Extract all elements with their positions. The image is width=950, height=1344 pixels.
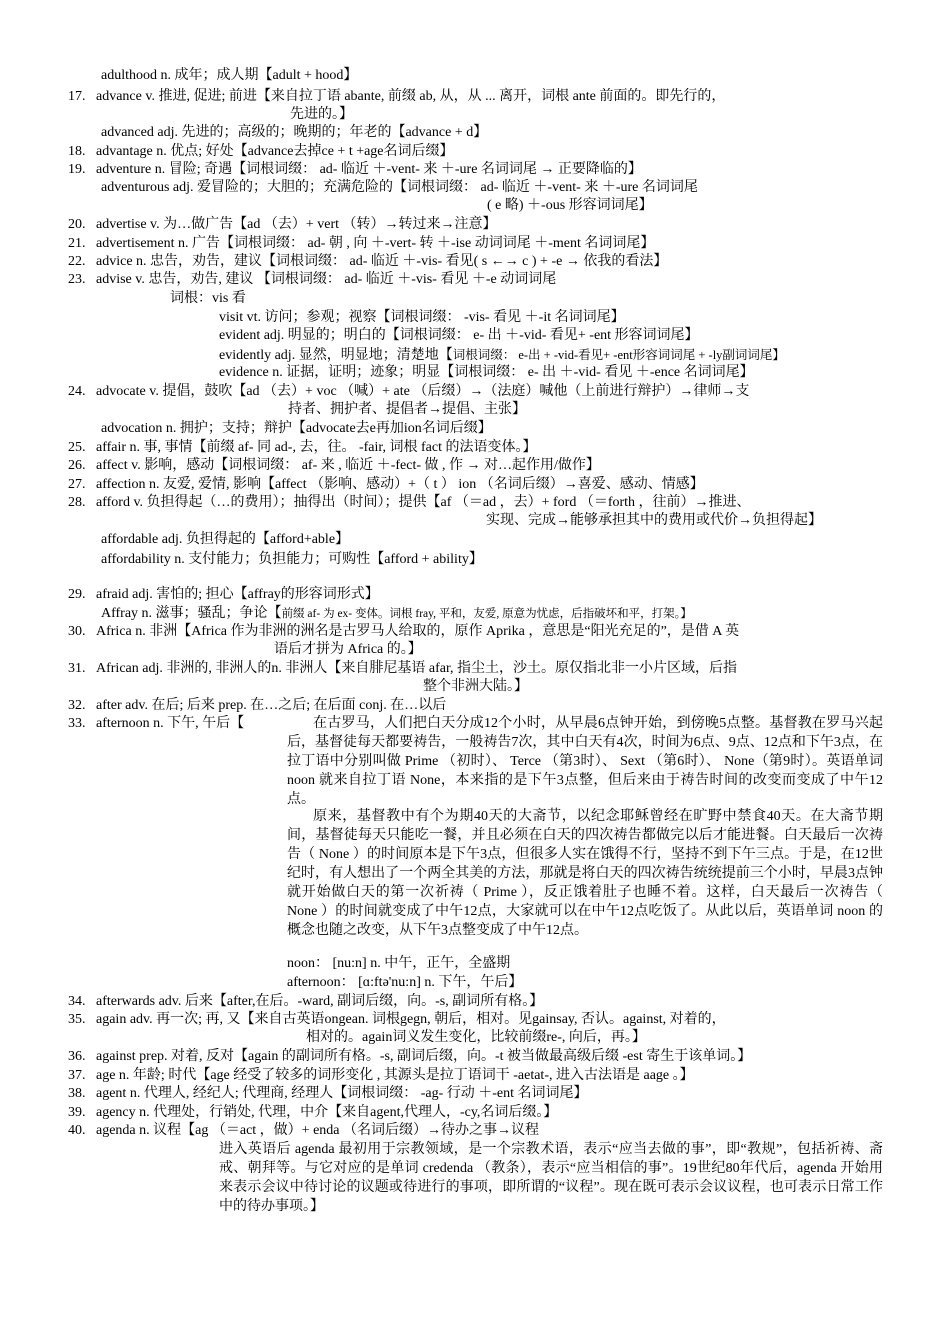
entry-afford: 28. afford v. 负担得起（…的费用）；抽得出（时间）；提供【af （＝ad ，去）+ ford （＝forth ，往前）→推进、 — [68, 495, 751, 510]
entry-affordability: affordability n. 支付能力；负担能力；可购性【afford + ability】 — [101, 552, 483, 567]
entry-agency: 39. agency n. 代理处，行销处, 代理，中介【来自agent,代理人，-cy,名词后缀。】 — [68, 1105, 558, 1120]
entry-advice: 22. advice n. 忠告，劝告，建议【词根词缀： ad- 临近 ＋-vis- 看见( s ←→ c ) + -e → 依我的看法】 — [68, 254, 668, 269]
entry-advantage: 18. advantage n. 优点; 好处【advance去掉ce + t +age名词后缀】 — [68, 144, 454, 159]
entry-visit: visit vt. 访问；参观；视察【词根词缀： -vis- 看见 ＋-it 名词词尾】 — [219, 310, 625, 325]
entry-afford-cont: 实现、完成→能够承担其中的费用或代价→负担得起】 — [486, 513, 822, 528]
entry-evident: evident adj. 明显的；明白的【词根词缀： e- 出 ＋-vid- 看见+ -ent 形容词词尾】 — [219, 328, 699, 343]
entry-advance-cont: 先进的。】 — [290, 107, 353, 122]
entry-afraid: 29. afraid adj. 害怕的; 担心【affray的形容词形式】 — [68, 587, 379, 602]
afternoon-afternoon-note: afternoon： [ɑ:ftə'nu:n] n. 下午，午后】 — [287, 975, 523, 990]
entry-affair: 25. affair n. 事, 事情【前缀 af- 同 ad-, 去，往。 -fair, 词根 fact 的法语变体。】 — [68, 440, 537, 455]
root-vis-heading: 词根：vis 看 — [170, 291, 246, 306]
entry-advertise: 20. advertise v. 为…做广告【ad （去）+ vert （转）→转过来→注意】 — [68, 217, 497, 232]
entry-african: 31. African adj. 非洲的, 非洲人的n. 非洲人【来自腓尼基语 afar, 指尘土，沙土。原仅指北非一小片区域，后指 — [68, 661, 738, 676]
entry-adventurous-cont: ( e 略) ＋-ous 形容词词尾】 — [487, 198, 653, 213]
entry-again: 35. again adv. 再一次; 再, 又【来自古英语ongean. 词根gegn, 朝后，相对。见gainsay, 否认。against, 对着的， — [68, 1012, 726, 1027]
afternoon-noon-note: noon： [nu:n] n. 中午，正午，全盛期 — [287, 956, 511, 971]
entry-advertisement: 21. advertisement n. 广告【词根词缀： ad- 朝 , 向 ＋-vert- 转 ＋-ise 动词词尾 ＋-ment 名词词尾】 — [68, 236, 655, 251]
entry-affect: 26. affect v. 影响，感动【词根词缀： af- 来 , 临近 ＋-fect- 做 , 作 → 对…起作用/做作】 — [68, 458, 600, 473]
entry-adventure: 19. adventure n. 冒险; 奇遇【词根词缀： ad- 临近 ＋-vent- 来 ＋-ure 名词词尾 → 正要降临的】 — [68, 162, 642, 177]
entry-affection: 27. affection n. 友爱, 爱情, 影响【affect （影响、感动）+（ t ） ion （名词后缀）→喜爱、感动、情感】 — [68, 477, 704, 492]
entry-advocation: advocation n. 拥护；支持；辩护【advocate去e再加ion名词后缀】 — [101, 421, 492, 436]
entry-affordable: affordable adj. 负担得起的【afford+able】 — [101, 532, 350, 547]
entry-africa: 30. Africa n. 非洲【Africa 作为非洲的洲名是古罗马人给取的，原作 Aprika ，意思是“阳光充足的”，是借 A 英 — [68, 624, 740, 639]
entry-agenda: 40. agenda n. 议程【ag （＝act ，做）+ enda （名词后缀）→待办之事→议程 — [68, 1123, 539, 1138]
entry-evidence: evidence n. 证据，证明；迹象；明显【词根词缀： e- 出 ＋-vid- 看见 ＋-ence 名词词尾】 — [219, 365, 754, 380]
afternoon-paragraph-1: 在古罗马，人们把白天分成12个小时，从早晨6点钟开始，到傍晚5点整。基督教在罗马兴起后，基督徒每天都要祷告，一般祷告7次，其中白天有4次，时间为6点、9点、12点和下午3点，在拉丁语中分别叫做 Prime （初时）、 Terce （第3时）、 Sext （第6时）、 None（第9时）。英语单词 noon 就来自拉丁语 None，本来指的是下午3点整，但后来由于祷告时间的改变而变成了中午12点。 — [287, 716, 883, 807]
afternoon-paragraph-2: 原来，基督教中有个为期40天的大斋节，以纪念耶稣曾经在旷野中禁食40天。在大斋节期间，基督徒每天只能吃一餐，并且必须在白天的四次祷告都做完以后才能进餐。白天最后一次祷告（ None ）的时间原本是下午3点，但很多人实在饿得不行，坚持不到下午三点。于是，在12世纪时，有人想出了一个两全其美的方法，那就是将白天的四次祷告统统提前三个小时，早晨3点钟就开始做白天的第一次祈祷（ Prime ），反正饿着肚子也睡不着。这样，白天最后一次祷告（ None ）的时间就变成了中午12点，大家就可以在中午12点吃饭了。从此以后，英语单词 noon 的概念也随之改变，从下午3点整变成了中午12点。 — [287, 809, 883, 938]
entry-agent: 38. agent n. 代理人, 经纪人; 代理商, 经理人【词根词缀： -ag- 行动 ＋-ent 名词词尾】 — [68, 1086, 588, 1101]
entry-africa-cont: 语后才拼为 Africa 的。】 — [274, 642, 422, 657]
entry-advance: 17. advance v. 推进, 促进; 前进【来自拉丁语 abante, 前缀 ab, 从，从 ... 离开，词根 ante 前面的。即先行的， — [68, 89, 726, 104]
agenda-paragraph: 进入英语后 agenda 最初用于宗教领域，是一个宗教术语，表示“应当去做的事”，即“教规”，包括祈祷、斋戒、朝拜等。与它对应的是单词 credenda （教条），表示“应当相信的事”。19世纪80年代后，agenda 开始用来表示会议中待讨论的议题或待进行的事项，即所谓的“议程”。现在既可表示会议议程，也可表示日常工作中的待办事项。】 — [219, 1142, 883, 1214]
entry-advanced: advanced adj. 先进的；高级的；晚期的；年老的【advance + d】 — [101, 125, 488, 140]
entry-evidently: evidently adj. 显然，明显地；清楚地【词根词缀： e-出 + -vid-看见+ -ent形容词词尾 + -ly副词词尾】 — [219, 348, 785, 363]
entry-adventurous: adventurous adj. 爱冒险的；大胆的；充满危险的【词根词缀： ad- 临近 ＋-vent- 来 ＋-ure 名词词尾 — [101, 180, 698, 195]
entry-advise: 23. advise v. 忠告，劝告, 建议 【词根词缀： ad- 临近 ＋-vis- 看见 ＋-e 动词词尾 — [68, 272, 557, 287]
entry-again-cont: 相对的。again词义发生变化，比较前缀re-, 向后，再。】 — [306, 1030, 646, 1045]
entry-afterwards: 34. afterwards adv. 后来【after,在后。-ward, 副词后缀，向。-s, 副词所有格。】 — [68, 994, 544, 1009]
entry-against: 36. against prep. 对着, 反对【again 的副词所有格。-s, 副词后缀，向。-t 被当做最高级后缀 -est 寄生于该单词。】 — [68, 1049, 752, 1064]
entry-after: 32. after adv. 在后; 后来 prep. 在…之后; 在后面 conj. 在…以后 — [68, 698, 447, 713]
entry-age: 37. age n. 年龄; 时代【age 经受了较多的词形变化 , 其源头是拉丁语词干 -aetat-, 进入古法语是 aage 。】 — [68, 1068, 694, 1083]
entry-african-cont: 整个非洲大陆。】 — [423, 679, 528, 694]
entry-afternoon: 33. afternoon n. 下午, 午后【 — [68, 716, 245, 731]
entry-adulthood: adulthood n. 成年；成人期【adult + hood】 — [101, 68, 358, 83]
entry-advocate-cont: 持者、拥护者、提倡者→提倡、主张】 — [288, 402, 526, 417]
entry-advocate: 24. advocate v. 提倡，鼓吹【ad （去）+ voc （喊）+ ate （后缀）→（法庭）喊他（上前进行辩护）→律师→支 — [68, 384, 750, 399]
entry-affray: Affray n. 滋事；骚乱；争论【前缀 af- 为 ex- 变体。词根 fray, 平和，友爱, 原意为忧虑，后指破坏和平，打架。】 — [101, 606, 692, 621]
